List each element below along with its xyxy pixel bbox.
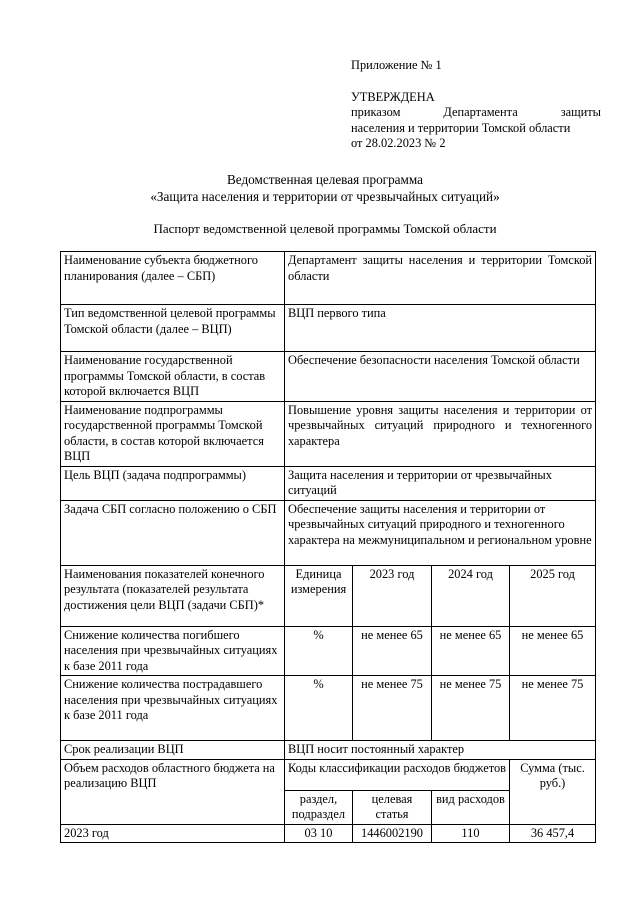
task-label: Задача СБП согласно положению о СБП <box>61 500 285 565</box>
indicator-value-2024: не менее 65 <box>432 626 510 676</box>
order-date: от 28.02.2023 № 2 <box>351 136 446 150</box>
year-1-header: 2023 год <box>353 565 432 626</box>
expenses-label: Объем расходов областного бюджета на реализацию ВЦП <box>61 759 285 824</box>
indicators-label: Наименования показателей конечного результата (показателей результата достижения цели ВЦП (задачи СБП)* <box>61 565 285 626</box>
state-program-label: Наименование государственной программы Томской области, в состав которой включается ВЦП <box>61 352 285 402</box>
indicator-value-2025: не менее 65 <box>510 626 596 676</box>
indicator-value-2023: не менее 65 <box>353 626 432 676</box>
row-expenses-header <box>61 759 596 790</box>
indicator-unit: % <box>285 676 353 741</box>
goal-value: Защита населения и территории от чрезвычайных ситуаций <box>285 466 596 500</box>
expense-article: 1446002190 <box>353 824 432 843</box>
indicator-value-2025: не менее 75 <box>510 676 596 741</box>
expense-section: 03 10 <box>285 824 353 843</box>
state-program-value: Обеспечение безопасности населения Томской области <box>285 352 596 402</box>
section-header: раздел, подраздел <box>285 790 353 824</box>
expense-year: 2023 год <box>61 824 285 843</box>
approved-caption: УТВЕРЖДЕНА <box>351 89 435 104</box>
appendix-block <box>351 58 601 152</box>
type-label: Тип ведомственной целевой программы Томской области (далее – ВЦП) <box>61 305 285 352</box>
row-indicators-header <box>61 565 596 626</box>
order-line-2: населения и территории Томской области <box>351 120 571 135</box>
table-row <box>61 676 596 741</box>
subject-label: Наименование субъекта бюджетного планирования (далее – СБП) <box>61 252 285 305</box>
term-label: Срок реализации ВЦП <box>61 741 285 760</box>
subprogram-value: Повышение уровня защиты населения и территории от чрезвычайных ситуаций природного и техногенного характера <box>285 401 596 466</box>
row-task <box>61 500 596 565</box>
table-row <box>61 626 596 676</box>
unit-header: Единица измерения <box>285 565 353 626</box>
sum-header: Сумма (тыс. руб.) <box>510 759 596 824</box>
kind-header: вид расходов <box>432 790 510 824</box>
program-title-line-2: «Защита населения и территории от чрезвычайных ситуаций» <box>150 189 500 204</box>
indicator-name: Снижение количества погибшего населения при чрезвычайных ситуациях к базе 2011 года <box>61 626 285 676</box>
subprogram-label: Наименование подпрограммы государственной программы Томской области, в состав которой включается ВЦП <box>61 401 285 466</box>
appendix-number: Приложение № 1 <box>351 58 442 72</box>
codes-header: Коды классификации расходов бюджетов <box>285 759 510 790</box>
article-header: целевая статья <box>353 790 432 824</box>
row-goal <box>61 466 596 500</box>
program-title-line-1: Ведомственная целевая программа <box>227 172 423 187</box>
row-term <box>61 741 596 760</box>
table-row <box>61 824 596 843</box>
indicator-unit: % <box>285 626 353 676</box>
row-subject <box>61 252 596 305</box>
indicator-value-2023: не менее 75 <box>353 676 432 741</box>
indicator-value-2024: не менее 75 <box>432 676 510 741</box>
order-line-1: приказом Департамента защиты <box>351 105 601 119</box>
row-state-program <box>61 352 596 402</box>
row-subprogram <box>61 401 596 466</box>
program-title <box>60 171 590 205</box>
passport-title: Паспорт ведомственной целевой программы Томской области <box>153 221 497 236</box>
task-value: Обеспечение защиты населения и территории от чрезвычайных ситуаций природного и техногенного характера на межмуниципальном и региональном уровне <box>285 500 596 565</box>
goal-label: Цель ВЦП (задача подпрограммы) <box>61 466 285 500</box>
row-program-type <box>61 305 596 352</box>
expense-kind: 110 <box>432 824 510 843</box>
term-value: ВЦП носит постоянный характер <box>285 741 596 760</box>
subject-value: Департамент защиты населения и территории Томской области <box>285 252 596 305</box>
expense-sum: 36 457,4 <box>510 824 596 843</box>
indicator-name: Снижение количества пострадавшего населения при чрезвычайных ситуациях к базе 2011 года <box>61 676 285 741</box>
type-value: ВЦП первого типа <box>285 305 596 352</box>
passport-table <box>60 251 596 843</box>
year-2-header: 2024 год <box>432 565 510 626</box>
year-3-header: 2025 год <box>510 565 596 626</box>
